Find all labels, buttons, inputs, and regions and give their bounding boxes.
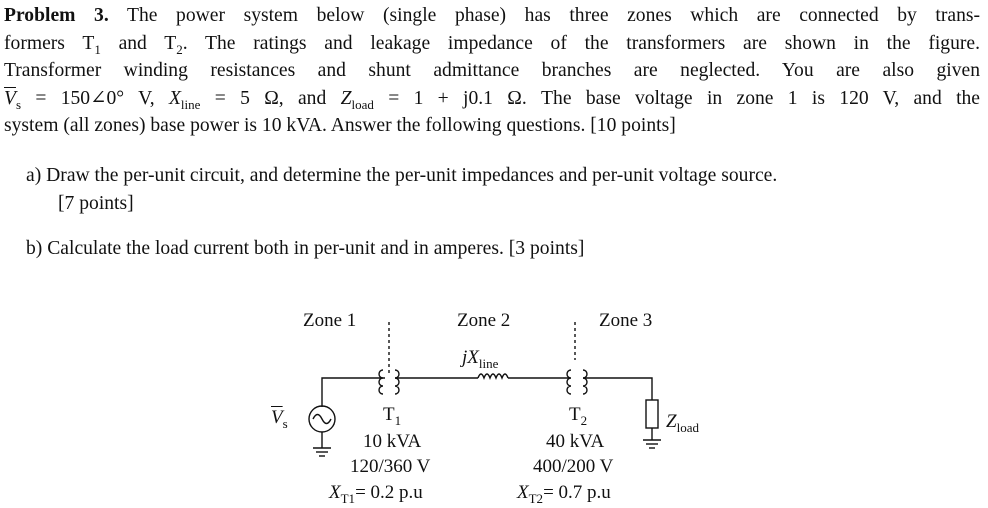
wire-zone3 [583, 378, 652, 400]
zone1-label: Zone 1 [303, 310, 357, 331]
load-impedance-box [646, 400, 658, 428]
problem-line-3: Transformer winding resistances and shunt admittance branches are neglected. You are also given [4, 60, 980, 81]
source-sine [313, 415, 331, 424]
zone3-label: Zone 3 [599, 310, 653, 331]
t1-coil-secondary [395, 370, 399, 394]
question-b: b) Calculate the load current both in per-unit and in amperes. [3 points] [26, 238, 585, 259]
t2-rating: 40 kVA [546, 431, 605, 452]
source-label: $\overline{V}_s$ [271, 407, 288, 431]
t2-reactance: $X_{T2}= 0.7$ p.u [517, 482, 611, 506]
t2-coil-secondary [583, 370, 587, 394]
t1-coil-primary [379, 370, 383, 394]
problem-line-1: Problem 3. The power system below (single phase) has three zones which are connected by trans- [4, 5, 981, 26]
t1-reactance: $X_{T1}= 0.2$ p.u [329, 482, 423, 506]
t2-coil-primary [567, 370, 571, 394]
t1-name: $T_1$ [383, 404, 402, 428]
t1-rating: 10 kVA [363, 431, 422, 452]
question-a-points: [7 points] [58, 193, 134, 214]
t2-voltage: 400/200 V [533, 456, 614, 477]
t2-name: $T_2$ [569, 404, 588, 428]
load-label: $Z_{load}$ [666, 411, 699, 435]
line-inductor [478, 374, 508, 378]
zone2-label: Zone 2 [457, 310, 511, 331]
question-a: a) Draw the per-unit circuit, and determine the per-unit impedances and per-unit voltage source. [26, 165, 778, 186]
problem-line-4: $\overline{V}_s$ = 150∠0° V, $X_{line} = 5$ Ω, and $Z_{load} = 1 + j0.1$ Ω. The base voltage in zone 1 is 120 V, and the [4, 87, 981, 112]
problem-line-2: formers $T_1$ and $T_2$. The ratings and leakage impedance of the transformers are shown in the figure. [4, 32, 981, 57]
wire-zone1 [322, 378, 385, 407]
problem-number: Problem 3. [4, 5, 109, 26]
line-reactance-label: $jX_{line}$ [462, 347, 499, 371]
problem-line-5: system (all zones) base power is 10 kVA. Answer the following questions. [10 points] [4, 115, 676, 136]
t1-voltage: 120/360 V [350, 456, 431, 477]
